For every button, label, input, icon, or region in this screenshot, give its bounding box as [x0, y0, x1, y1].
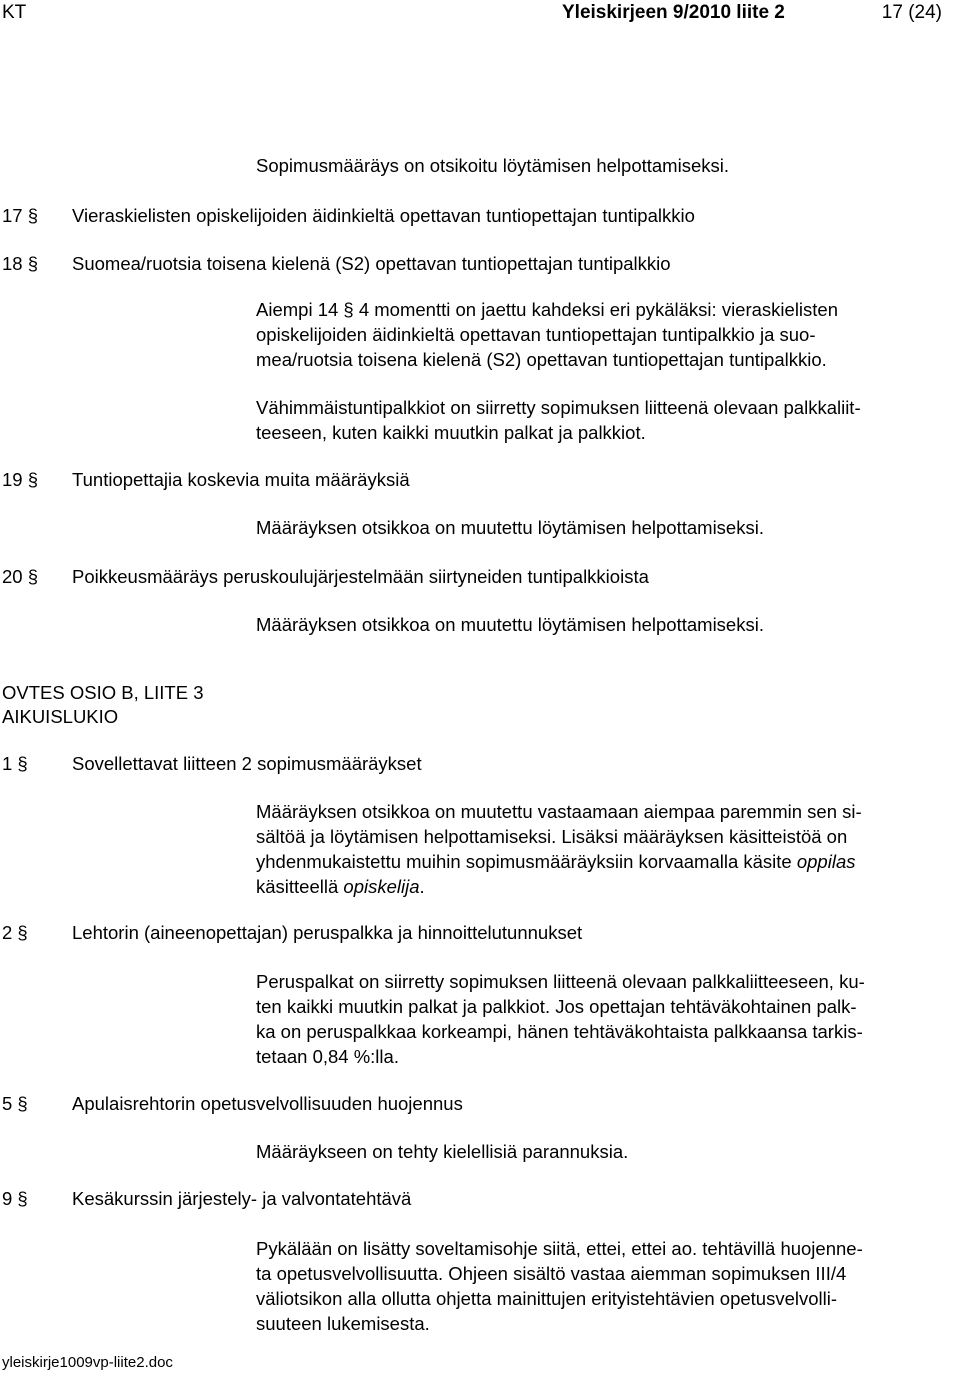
section-title: Sovellettavat liitteen 2 sopimusmääräykset — [72, 753, 422, 774]
paragraph-18a — [256, 297, 956, 372]
text-line: Peruspalkat on siirretty sopimuksen liitteenä olevaan palkkaliitteeseen, ku- — [256, 971, 865, 992]
section-number: 9 § — [2, 1188, 28, 1209]
section-heading-9 — [2, 1188, 411, 1210]
text-segment: käsitteellä — [256, 876, 344, 897]
header-document-title: Yleiskirjeen 9/2010 liite 2 — [562, 2, 785, 23]
text-line: Pykälään on lisätty soveltamisohje siitä, ettei, ettei ao. tehtävillä huojenne- — [256, 1238, 863, 1259]
section-heading-5 — [2, 1093, 463, 1115]
text-segment: yhdenmukaistettu muihin sopimusmääräyksiin korvaamalla käsite — [256, 851, 797, 872]
text-line — [256, 874, 956, 899]
emphasis-term: oppilas — [796, 851, 856, 872]
section-heading-20 — [2, 566, 649, 588]
part-title-line: AIKUISLUKIO — [2, 706, 119, 727]
paragraph-19: Määräyksen otsikkoa on muutettu löytämisen helpottamiseksi. — [256, 517, 764, 538]
section-title: Tuntiopettajia koskevia muita määräyksiä — [72, 469, 410, 490]
section-number: 1 § — [2, 753, 28, 774]
part-title — [2, 681, 204, 729]
text-line: ten kaikki muutkin palkat ja palkkiot. Jos opettajan tehtäväkohtainen palk- — [256, 996, 857, 1017]
section-heading-1 — [2, 753, 422, 775]
section-number: 17 § — [2, 205, 39, 226]
paragraph-2 — [256, 969, 956, 1069]
section-heading-2 — [2, 922, 582, 944]
section-title: Suomea/ruotsia toisena kielenä (S2) opettavan tuntiopettajan tuntipalkkio — [72, 253, 671, 274]
text-segment: . — [419, 876, 425, 897]
paragraph-9 — [256, 1236, 956, 1336]
section-title: Lehtorin (aineenopettajan) peruspalkka ja hinnoittelutunnukset — [72, 922, 583, 943]
header-page-number: 17 (24) — [881, 2, 942, 23]
section-title: Apulaisrehtorin opetusvelvollisuuden huojennus — [72, 1093, 463, 1114]
paragraph-5: Määräykseen on tehty kielellisiä parannuksia. — [256, 1141, 629, 1162]
section-title: Kesäkurssin järjestely- ja valvontatehtävä — [72, 1188, 412, 1209]
section-heading-17 — [2, 205, 695, 227]
section-title: Poikkeusmääräys peruskoulujärjestelmään siirtyneiden tuntipalkkioista — [72, 566, 649, 587]
header-left: KT — [2, 2, 27, 23]
section-number: 20 § — [2, 566, 39, 587]
section-heading-19 — [2, 469, 410, 491]
footer-filename: yleiskirje1009vp-liite2.doc — [2, 1354, 173, 1371]
paragraph-18b — [256, 395, 956, 445]
text-line: mea/ruotsia toisena kielenä (S2) opettavan tuntiopettajan tuntipalkkio. — [256, 349, 827, 370]
text-line: väliotsikon alla ollutta ohjetta mainittujen erityistehtävien opetusvelvolli- — [256, 1288, 838, 1309]
section-heading-18 — [2, 253, 671, 275]
section-number: 19 § — [2, 469, 39, 490]
paragraph-20: Määräyksen otsikkoa on muutettu löytämisen helpottamiseksi. — [256, 614, 764, 635]
text-line: opiskelijoiden äidinkieltä opettavan tuntiopettajan tuntipalkkio ja suo- — [256, 324, 816, 345]
part-title-line: OVTES OSIO B, LIITE 3 — [2, 682, 204, 703]
text-line: suuteen lukemisesta. — [256, 1313, 430, 1334]
emphasis-term: opiskelija — [343, 876, 420, 897]
text-line: Määräyksen otsikkoa on muutettu vastaamaan aiempaa paremmin sen si- — [256, 801, 862, 822]
text-line: ta opetusvelvollisuutta. Ohjeen sisältö vastaa aiemman sopimuksen III/4 — [256, 1263, 847, 1284]
note-top: Sopimusmääräys on otsikoitu löytämisen helpottamiseksi. — [256, 155, 729, 176]
text-line: teeseen, kuten kaikki muutkin palkat ja palkkiot. — [256, 422, 646, 443]
section-title: Vieraskielisten opiskelijoiden äidinkieltä opettavan tuntiopettajan tuntipalkkio — [72, 205, 695, 226]
section-number: 2 § — [2, 922, 28, 943]
section-number: 18 § — [2, 253, 39, 274]
text-line: Vähimmäistuntipalkkiot on siirretty sopimuksen liitteenä olevaan palkkaliit- — [256, 397, 861, 418]
paragraph-1 — [256, 799, 956, 899]
text-line: ka on peruspalkkaa korkeampi, hänen tehtäväkohtaista palkkaansa tarkis- — [256, 1021, 863, 1042]
text-line — [256, 849, 956, 874]
section-number: 5 § — [2, 1093, 28, 1114]
text-line: sältöä ja löytämisen helpottamiseksi. Lisäksi määräyksen käsitteistöä on — [256, 826, 848, 847]
text-line: tetaan 0,84 %:lla. — [256, 1046, 399, 1067]
text-line: Aiempi 14 § 4 momentti on jaettu kahdeksi eri pykäläksi: vieraskielisten — [256, 299, 839, 320]
